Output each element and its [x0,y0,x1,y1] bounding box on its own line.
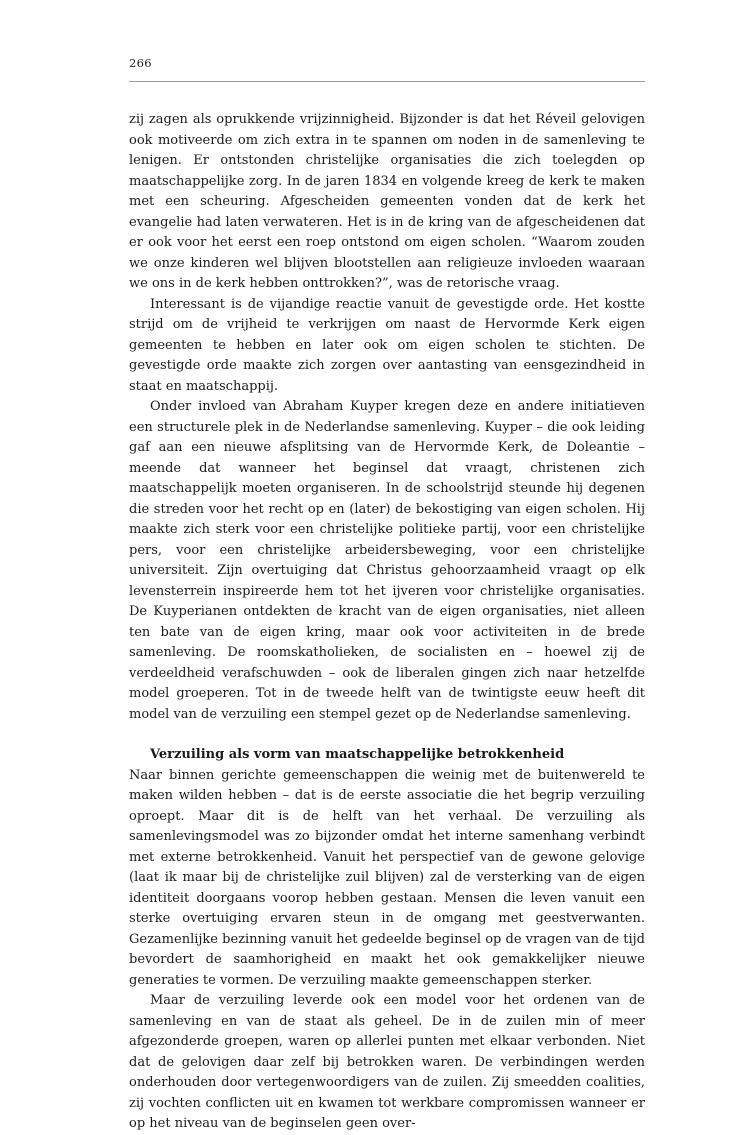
paragraph-continued: zij zagen als oprukkende vrijzinnigheid. Bijzonder is dat het Réveil gelovigen ook motiveerde om zich extra in te spannen om noden in de samenleving te lenigen. Er ontstonden christelijke organisaties die zich toelegden op maatschappelijke zorg. In de jaren 1834 en volgende kreeg de kerk te maken met een scheuring. Afgescheiden gemeenten vonden dat de kerk het evangelie had laten verwateren. Het is in de kring van de afgescheidenen dat er ook voor het eerst een roep ontstond om eigen scholen. “Waarom zouden we onze kinderen wel blijven blootstellen aan religieuze invloeden waaraan we ons in de kerk hebben onttrokken?”, was de retorische vraag. [129,112,645,291]
paragraph: Interessant is de vijandige reactie vanuit de gevestigde orde. Het kostte strijd om de vrijheid te verkrijgen om naast de Hervormde Kerk eigen gemeenten te hebben en later ook om eigen scholen te stichten. De gevestigde orde maakte zich zorgen over aantasting van eensgezindheid in staat en maatschappij. [129,296,645,394]
paragraph: Maar de verzuiling leverde ook een model voor het ordenen van de samenleving en van de staat als geheel. De in de zuilen min of meer afgezonderde groepen, waren op allerlei punten met elkaar verbonden. Niet dat de gelovigen daar zelf bij betrokken waren. De verbindingen werden onderhouden door vertegenwoordigers van de zuilen. Zij smeedden coalities, zij vochten conflicten uit en kwamen tot werkbare compromissen wanneer er op het niveau van de beginselen geen over- [129,993,645,1131]
body-text [129,110,645,1135]
paragraph: Onder invloed van Abraham Kuyper kregen deze en andere initiatieven een structurele plek in de Nederlandse samenleving. Kuyper – die ook leiding gaf aan een nieuwe afsplitsing van de Hervormde Kerk, de Doleantie – meende dat wanneer het beginsel dat vraagt, christenen zich maatschappelijk moeten organiseren. In de schoolstrijd steunde hij degenen die streden voor het recht op en (later) de bekostiging van eigen scholen. Hij maakte zich sterk voor een christelijke politieke partij, voor een christelijke pers, voor een christelijke arbeidersbeweging, voor een christelijke universiteit. Zijn overtuiging dat Christus gehoorzaamheid vraagt op elk levensterrein inspireerde hem tot het ijveren voor christelijke organisaties. De Kuyperianen ontdekten de kracht van de eigen organisaties, niet alleen ten bate van de eigen kring, maar ook voor activiteiten in de brede samenleving. De roomskatholieken, de socialisten en – hoewel zij de verdeeldheid verafschuwden – ook de liberalen gingen zich naar hetzelfde model groeperen. Tot in de tweede helft van de twintigste eeuw heeft dit model van de verzuiling een stempel gezet op de Nederlandse samenleving. [129,399,645,722]
paragraph: Naar binnen gerichte gemeenschappen die weinig met de buitenwereld te maken wilden hebben – dat is de eerste associatie die het begrip verzuiling oproept. Maar dit is de helft van het verhaal. De verzuiling als samenlevingsmodel was zo bijzonder omdat het interne samenhang verbindt met externe betrokkenheid. Vanuit het perspectief van de gewone gelovige (laat ik maar bij de christelijke zuil blijven) zal de versterking van de eigen identiteit doorgaans voorop hebben gestaan. Mensen die leven vanuit een sterke overtuiging ervaren steun in de omgang met geestverwanten. Gezamenlijke bezinning vanuit het gedeelde beginsel op de vragen van de tijd bevordert de saamhorigheid en maakt het ook gemakkelijker nieuwe generaties te vormen. De verzuiling maakte gemeenschappen sterker. [129,767,645,988]
section-heading: Verzuiling als vorm van maatschappelijke betrokkenheid [150,747,565,762]
header-rule [129,81,645,82]
page-number: 266 [129,56,152,70]
